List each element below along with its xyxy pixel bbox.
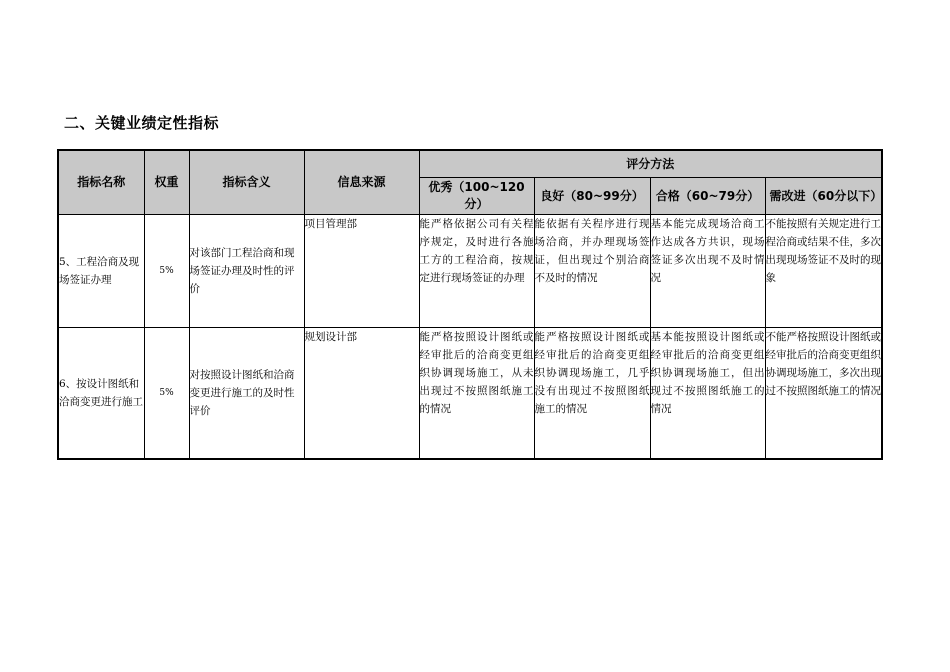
- row-score-improve: 不能严格按照设计图纸或经审批后的洽商变更组织协调现场施工，多次出现过不按照图纸施工的情况: [765, 328, 882, 460]
- header-meaning: 指标含义: [189, 150, 304, 215]
- header-level-good: 良好（80~99分）: [534, 178, 650, 215]
- row-score-improve: 不能按照有关规定进行工程洽商或结果不佳，多次出现现场签证不及时的现象: [765, 215, 882, 328]
- header-level-excellent: 优秀（100~120分）: [419, 178, 534, 215]
- row-weight: 5%: [144, 215, 189, 328]
- row-source: 规划设计部: [304, 328, 419, 460]
- header-name: 指标名称: [58, 150, 144, 215]
- row-meaning: 对该部门工程洽商和现场签证办理及时性的评价: [189, 215, 304, 328]
- row-score-good: 能严格按照设计图纸或经审批后的洽商变更组织协调现场施工，几乎没有出现过不按照图纸施工的情况: [534, 328, 650, 460]
- header-source: 信息来源: [304, 150, 419, 215]
- kpi-table: [57, 149, 883, 460]
- row-weight: 5%: [144, 328, 189, 460]
- row-name: 5、工程洽商及现场签证办理: [58, 215, 144, 328]
- section-title: 二、关键业绩定性指标: [64, 114, 220, 132]
- header-row-top: [58, 150, 882, 178]
- header-method: 评分方法: [419, 150, 882, 178]
- table-row: [58, 328, 882, 460]
- row-score-excellent: 能严格按照设计图纸或经审批后的洽商变更组织协调现场施工，从未出现过不按照图纸施工的情况: [419, 328, 534, 460]
- row-source: 项目管理部: [304, 215, 419, 328]
- row-score-pass: 基本能按照设计图纸或经审批后的洽商变更组织协调现场施工，但出现过不按照图纸施工的情况: [650, 328, 765, 460]
- row-score-good: 能依据有关程序进行现场洽商，并办理现场签证，但出现过个别洽商不及时的情况: [534, 215, 650, 328]
- header-level-pass: 合格（60~79分）: [650, 178, 765, 215]
- row-score-pass: 基本能完成现场洽商工作达成各方共识，现场签证多次出现不及时情况: [650, 215, 765, 328]
- row-meaning: 对按照设计图纸和洽商变更进行施工的及时性评价: [189, 328, 304, 460]
- table-row: [58, 215, 882, 328]
- header-level-improve: 需改进（60分以下）: [765, 178, 882, 215]
- row-name: 6、按设计图纸和洽商变更进行施工: [58, 328, 144, 460]
- row-score-excellent: 能严格依据公司有关程序规定，及时进行各施工方的工程洽商，按规定进行现场签证的办理: [419, 215, 534, 328]
- header-weight: 权重: [144, 150, 189, 215]
